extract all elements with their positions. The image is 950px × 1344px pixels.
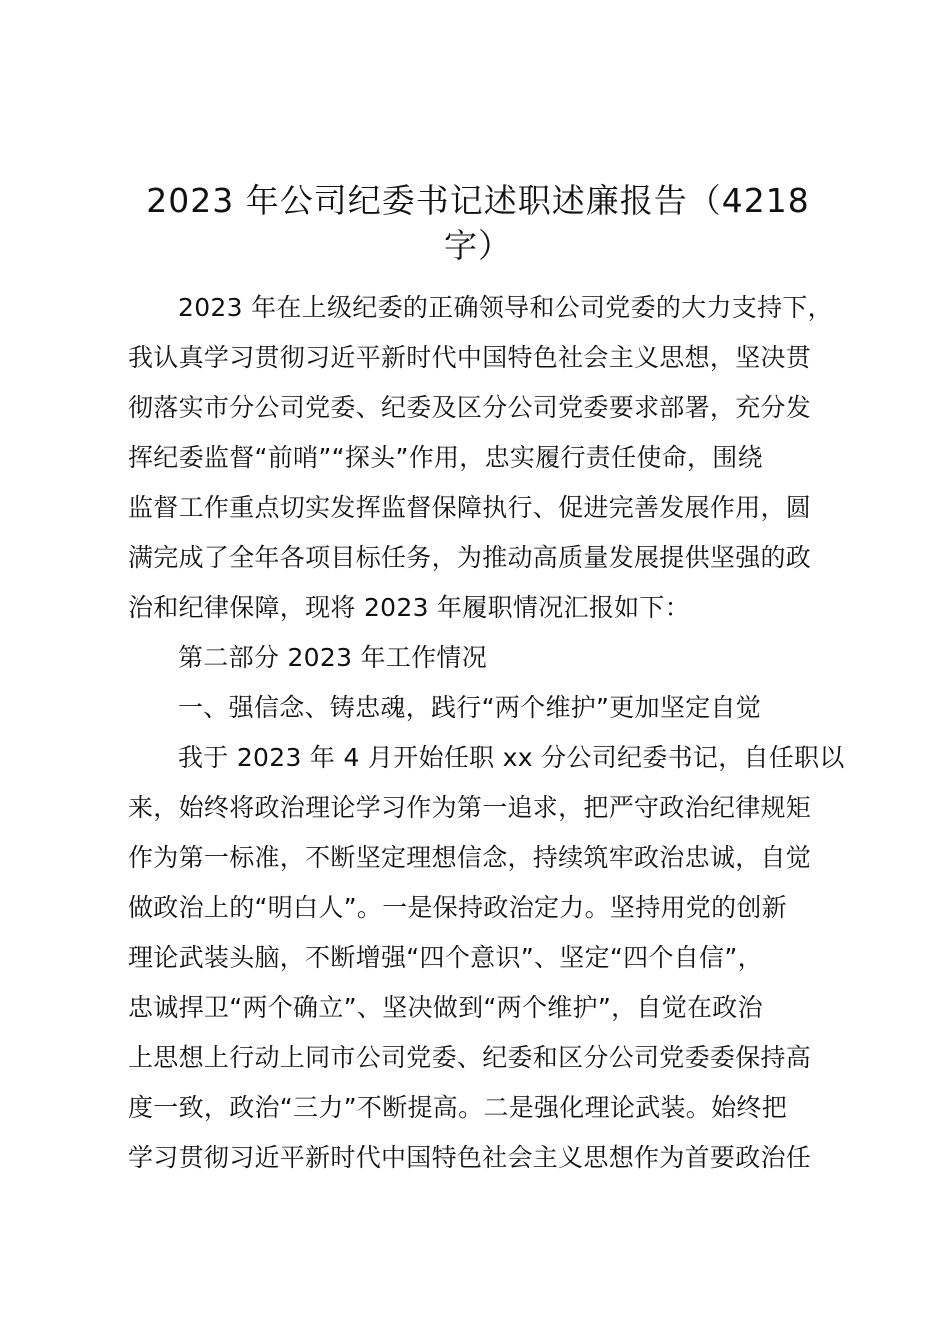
paragraph-line: 满完成了全年各项目标任务，为推动高质量发展提供坚强的政 [128,543,812,572]
title-line: 字） [444,226,512,265]
paragraph-line: 治和纪律保障，现将 2023 年履职情况汇报如下： [128,593,691,622]
document-body [128,283,845,1183]
paragraph-line: 忠诚捍卫“两个确立”、坚决做到“两个维护”，自觉在政治 [128,993,763,1022]
paragraph-line: 我于 2023 年 4 月开始任职 xx 分公司纪委书记，自任职以 [178,743,845,772]
paragraph-line: 作为第一标准，不断坚定理想信念，持续筑牢政治忠诚，自觉 [128,843,812,872]
document-title [128,178,828,268]
paragraph-line: 挥纪委监督“前哨”“探头”作用，忠实履行责任使命，围绕 [128,443,763,472]
paragraph-line: 来，始终将政治理论学习作为第一追求，把严守政治纪律规矩 [128,793,812,822]
paragraph-line: 彻落实市分公司党委、纪委及区分公司党委要求部署，充分发 [128,393,812,422]
paragraph-line: 2023 年在上级纪委的正确领导和公司党委的大力支持下， [178,293,833,322]
paragraph-line: 度一致，政治“三力”不断提高。二是强化理论武装。始终把 [128,1093,788,1122]
title-line: 2023 年公司纪委书记述职述廉报告（4218 [146,181,810,220]
paragraph-line: 学习贯彻习近平新时代中国特色社会主义思想作为首要政治任 [128,1143,812,1172]
paragraph-line: 我认真学习贯彻习近平新时代中国特色社会主义思想，坚决贯 [128,343,812,372]
section-heading: 第二部分 2023 年工作情况 [178,643,488,672]
subsection-heading: 一、强信念、铸忠魂，践行“两个维护”更加坚定自觉 [178,693,762,722]
paragraph-line: 做政治上的“明白人”。一是保持政治定力。坚持用党的创新 [128,893,788,922]
paragraph-line: 上思想上行动上同市公司党委、纪委和区分公司党委委保持高 [128,1043,812,1072]
paragraph-line: 监督工作重点切实发挥监督保障执行、促进完善发展作用，圆 [128,493,812,522]
paragraph-line: 理论武装头脑，不断增强“四个意识”、坚定“四个自信”， [128,943,763,972]
